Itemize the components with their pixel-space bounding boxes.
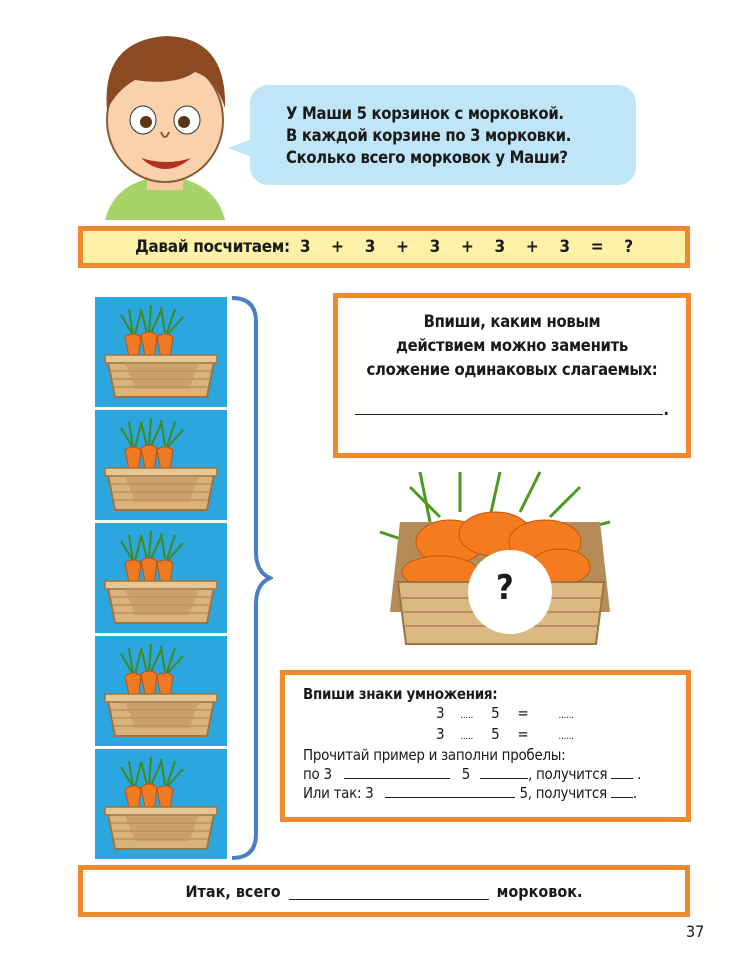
text: 5	[461, 765, 471, 783]
task1-line: Впиши, каким новым	[423, 312, 601, 331]
summary-after: морковок.	[496, 881, 583, 901]
text: .	[632, 784, 637, 802]
multiplication-task-box	[280, 670, 691, 822]
blank[interactable]	[344, 778, 450, 779]
basket-tile	[95, 297, 227, 407]
num: 5	[491, 725, 500, 743]
summary-box	[78, 865, 690, 917]
period: .	[663, 400, 669, 419]
question-mark: ?	[496, 568, 514, 608]
basket-tile	[95, 636, 227, 746]
total-blank[interactable]	[289, 883, 489, 900]
text: по 3	[303, 765, 332, 783]
blank[interactable]	[385, 797, 515, 798]
fill-row-2	[303, 784, 686, 803]
curly-brace	[228, 295, 273, 865]
blank[interactable]	[611, 778, 633, 779]
equation-row	[436, 704, 686, 725]
text: Или так: 3	[303, 784, 374, 802]
equals: =	[517, 704, 529, 722]
basket-tile	[95, 749, 227, 859]
answer-blank[interactable]	[355, 414, 663, 415]
sign-blank[interactable]: .....	[460, 731, 474, 742]
blank[interactable]	[611, 797, 633, 798]
fill-row-1	[303, 765, 686, 784]
equation-row	[436, 725, 686, 746]
summary-before: Итак, всего	[185, 881, 281, 901]
num: 5	[491, 704, 500, 722]
instruction: Прочитай пример и заполни пробелы:	[303, 746, 566, 764]
big-basket-illustration	[370, 462, 630, 656]
text: .	[637, 765, 642, 783]
text: , получится	[528, 765, 608, 783]
speech-line: Сколько всего морковок у Маши?	[286, 148, 568, 167]
num: 3	[436, 725, 445, 743]
page-number: 37	[686, 922, 705, 941]
basket-tile	[95, 523, 227, 633]
sign-blank[interactable]: .....	[460, 710, 474, 721]
count-banner	[78, 226, 690, 268]
blank[interactable]	[480, 778, 528, 779]
speech-line: У Маши 5 корзинок с морковкой.	[286, 104, 564, 123]
speech-line: В каждой корзине по 3 морковки.	[286, 126, 572, 145]
equals: =	[517, 725, 529, 743]
text: 5, получится	[519, 784, 607, 802]
result-blank[interactable]: ......	[558, 710, 574, 721]
task2-title: Впиши знаки умножения:	[303, 685, 498, 703]
banner-label: Давай посчитаем:	[135, 237, 290, 257]
speech-bubble	[250, 85, 636, 185]
task1-line: действием можно заменить	[395, 336, 629, 355]
task-operation-box	[333, 293, 691, 458]
task1-line: сложение одинаковых слагаемых:	[366, 360, 658, 379]
num: 3	[436, 704, 445, 722]
boy-illustration	[85, 20, 245, 220]
banner-expression: 3 + 3 + 3 + 3 + 3 = ?	[299, 237, 633, 257]
result-blank[interactable]: ......	[558, 731, 574, 742]
basket-tile	[95, 410, 227, 520]
